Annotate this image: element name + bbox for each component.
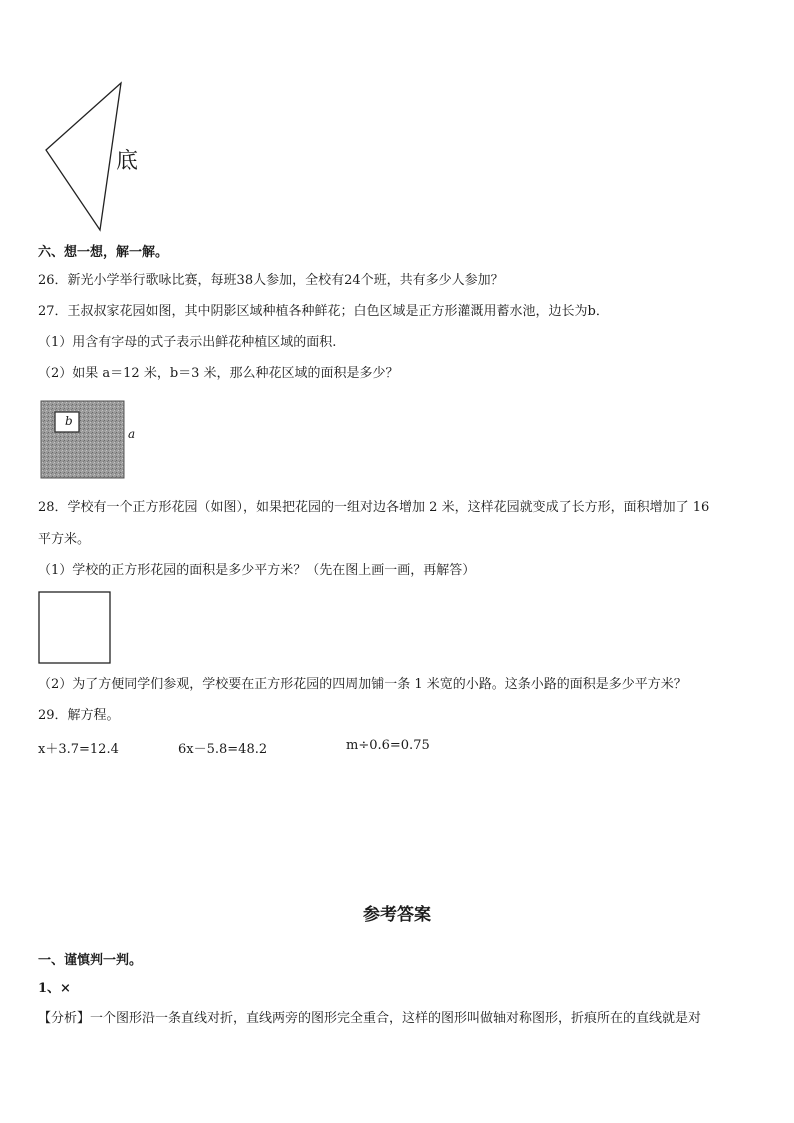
section-heading: 六、想一想，解一解。 [38,245,169,260]
square-shape [39,592,110,663]
answers-section-1: 一、谨慎判一判。 [38,953,143,968]
question-28-part-2: （2）为了方便同学们参观，学校要在正方形花园的四周加铺一条 1 米宽的小路。这条小路的面积是多少平方米？ [38,677,687,692]
equation-3: m÷0.6=0.75 [346,738,430,753]
question-28-line-2: 平方米。 [38,532,91,547]
question-27-part-2: （2）如果 a＝12 米，b＝3 米，那么种花区域的面积是多少？ [38,366,399,381]
equation-1: x＋3.7=12.4 [38,742,119,757]
question-28-line-1: 28．学校有一个正方形花园（如图），如果把花园的一组对边各增加 2 米，这样花园就变成了长方形，面积增加了 16 [38,500,710,515]
garden-side-label: a [128,427,136,441]
flower-area [41,401,124,478]
answer-analysis: 【分析】一个图形沿一条直线对折，直线两旁的图形完全重合，这样的图形叫做轴对称图形，折痕所在的直线就是对 [38,1011,702,1026]
triangle-shape [46,83,121,230]
answers-title: 参考答案 [363,905,431,925]
question-28-part-1: （1）学校的正方形花园的面积是多少平方米？（先在图上画一画，再解答） [38,563,476,578]
tank-side-label: b [65,414,73,428]
answer-item-1: 1、× [38,981,71,996]
square-garden-figure [38,591,112,665]
question-27: 27．王叔叔家花园如图，其中阴影区域种植各种鲜花；白色区域是正方形灌溉用蓄水池，边长为b． [38,304,609,319]
question-27-part-1: （1）用含有字母的式子表示出鲜花种植区域的面积. [38,335,337,350]
triangle-base-label: 底 [116,149,139,174]
question-26: 26．新光小学举行歌咏比赛，每班38人参加，全校有24个班，共有多少人参加？ [38,273,504,288]
question-29: 29．解方程。 [38,708,120,723]
equation-2: 6x－5.8=48.2 [178,742,268,757]
